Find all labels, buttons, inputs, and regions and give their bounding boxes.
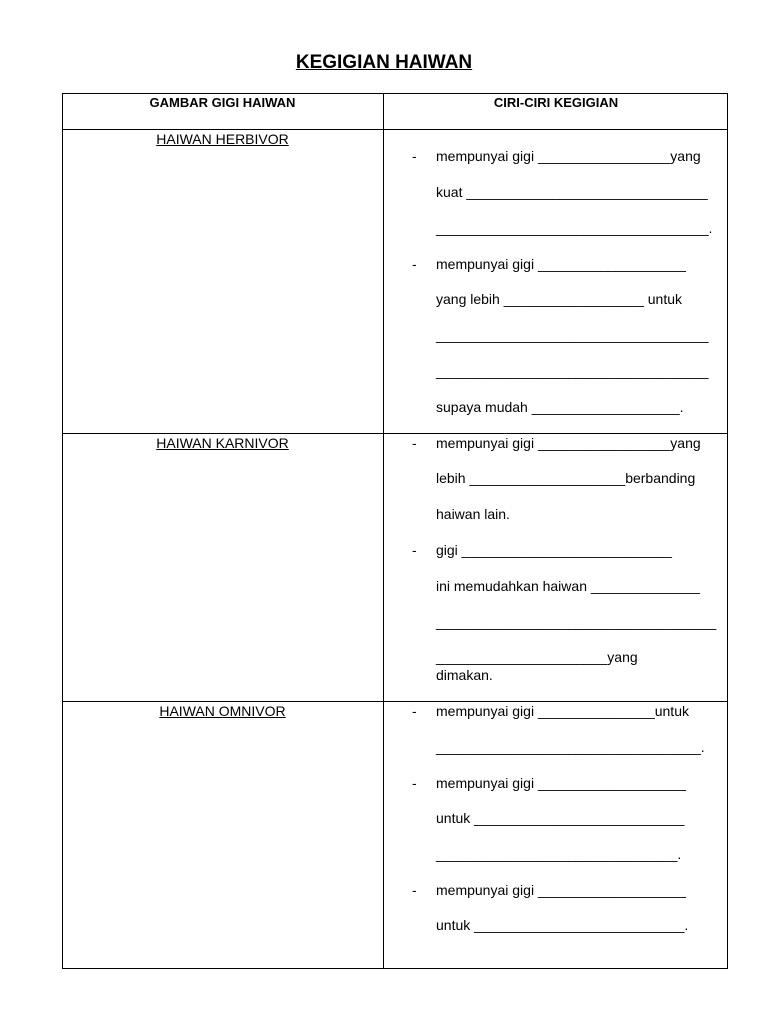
text-line: supaya mudah ___________________.	[436, 399, 684, 415]
text-line: yang lebih __________________ untuk	[436, 291, 683, 307]
page-title: KEGIGIAN HAIWAN	[295, 52, 473, 73]
text-line: untuk ___________________________	[436, 810, 685, 826]
bullet-dash: -	[412, 435, 417, 451]
row-divider	[62, 701, 728, 702]
text-line: mempunyai gigi ___________________	[436, 775, 686, 791]
animal-omnivor: HAIWAN OMNIVOR	[159, 703, 286, 719]
bullet-dash: -	[412, 542, 417, 558]
text-line: kuat _______________________________	[436, 184, 708, 200]
row-divider	[62, 433, 728, 434]
bullet-dash: -	[412, 148, 417, 164]
text-line: ___________________________________	[436, 363, 709, 379]
bullet-dash: -	[412, 775, 417, 791]
text-line: ______________________yang	[436, 649, 638, 665]
text-line: mempunyai gigi _______________untuk	[436, 703, 689, 719]
bullet-dash: -	[412, 882, 417, 898]
text-line: lebih ____________________berbanding	[436, 470, 696, 486]
animal-herbivor: HAIWAN HERBIVOR	[156, 131, 289, 147]
text-line: haiwan lain.	[436, 506, 510, 522]
header-gambar-gigi: GAMBAR GIGI HAIWAN	[149, 95, 296, 110]
row-divider	[62, 129, 728, 130]
text-line: mempunyai gigi ___________________	[436, 256, 686, 272]
animal-karnivor: HAIWAN KARNIVOR	[156, 435, 289, 451]
bullet-dash: -	[412, 256, 417, 272]
header-ciri-ciri: CIRI-CIRI KEGIGIAN	[493, 95, 619, 110]
text-line: gigi ___________________________	[436, 542, 672, 558]
text-line: mempunyai gigi _________________yang	[436, 435, 701, 451]
text-line: __________________________________.	[436, 739, 705, 755]
text-line: mempunyai gigi _________________yang	[436, 148, 701, 164]
text-line: dimakan.	[436, 667, 493, 683]
text-line: ini memudahkan haiwan ______________	[436, 578, 700, 594]
text-line: ___________________________________.	[436, 220, 713, 236]
text-line: _______________________________.	[436, 846, 682, 862]
column-divider	[383, 93, 384, 969]
text-line: untuk ___________________________.	[436, 917, 689, 933]
text-line: ____________________________________	[436, 614, 717, 630]
bullet-dash: -	[412, 703, 417, 719]
text-line: mempunyai gigi ___________________	[436, 882, 686, 898]
text-line: ___________________________________	[436, 327, 709, 343]
